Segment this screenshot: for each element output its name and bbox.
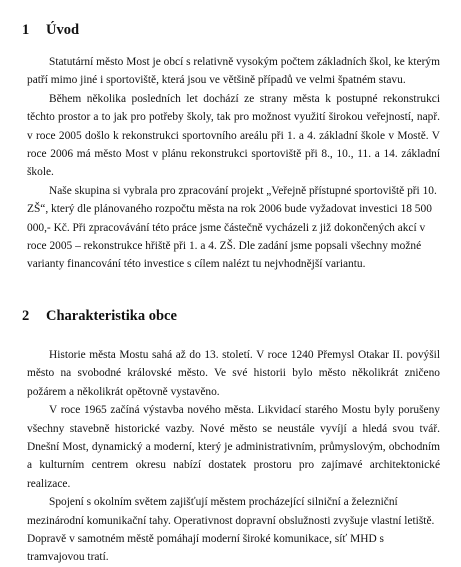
section-number: 1 <box>22 22 30 38</box>
paragraph: Spojení s okolním světem zajišťují městem procházející silniční a železniční mezinárodní komunikační tahy. Operativnost dopravní obslužnosti zvyšuje vlastní letiště. Dopravě v samotném městě pomáhají moderní široké komunikace, síť MHD s tramvajovou tratí. <box>27 496 435 564</box>
section-heading-uvod <box>22 22 79 39</box>
paragraph: V roce 1965 začíná výstavba nového města. Likvidací starého Mostu byly porušeny všechny stavebně historické vazby. Nové město se neustále vyvíjí a hledá svou tvář. Dnešní Most, dynamický a moderní, který je administrativním, průmyslovým, obchodním a kulturním centrem okresu nabízí dostatek prostoru pro zajímavé architektonické realizace. <box>27 404 440 490</box>
section-body-uvod <box>27 53 440 274</box>
paragraph: Statutární město Most je obcí s relativně vysokým počtem základních škol, ke kterým patří mimo jiné i sportoviště, která jsou ve většině případů ve velmi špatném stavu. <box>27 56 440 87</box>
section-heading-charakteristika <box>22 308 177 325</box>
section-title: Úvod <box>46 22 80 38</box>
paragraph: Během několika posledních let dochází ze strany města k postupné rekonstrukci těchto prostor a to jak pro potřeby školy, tak pro možnost využití širokou veřejností, např. v roce 2005 došlo k rekonstrukci sportovního areálu při 1. a 4. základní škole v Mostě. V roce 2006 má město Most v plánu rekonstrukci sportoviště při 8., 10., 11. a 14. základní škole. <box>27 92 440 179</box>
section-body-charakteristika <box>27 346 440 567</box>
section-title: Charakteristika obce <box>46 308 177 324</box>
paragraph: Historie města Mostu sahá až do 13. století. V roce 1240 Přemysl Otakar II. povýšil město na svobodné královské město. Ve své historii bylo město několikrát zničeno požárem a několikrát opětovně vystavěno. <box>27 349 440 398</box>
section-number: 2 <box>22 308 30 324</box>
paragraph: Naše skupina si vybrala pro zpracování projekt „Veřejně přístupné sportoviště při 10. ZŠ“, který dle plánovaného rozpočtu města na rok 2006 bude vyžadovat investici 18 500 000,- Kč. Při zpracovávání této práce jsme částečně vycházeli z již dokončených akcí v roce 2005 – rekonstrukce hřiště při 1. a 4. ZŠ. Dle zadání jsme popsali všechny možné varianty financování této investice s cílem nalézt tu nejvhodnější variantu. <box>27 184 437 271</box>
